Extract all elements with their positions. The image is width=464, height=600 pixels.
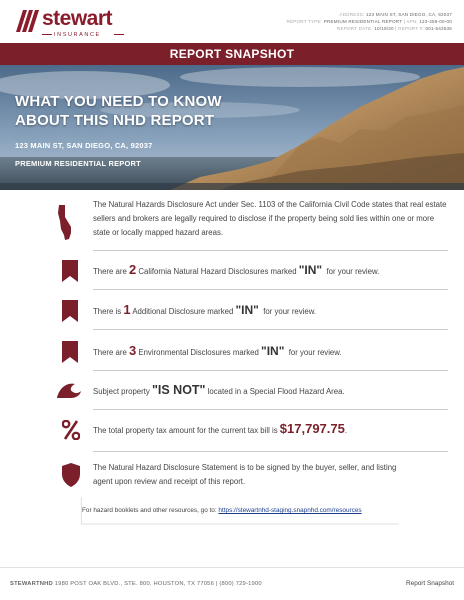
report-meta — [286, 11, 452, 32]
report-snapshot-banner: REPORT SNAPSHOT — [0, 43, 464, 65]
divider — [93, 370, 448, 371]
environmental-count: 3 — [128, 343, 137, 358]
resources-bracket — [70, 497, 410, 525]
footer-divider — [0, 567, 464, 568]
environmental-disclosures-text: There are 3 Environmental Disclosures marked "IN" for your review. — [93, 343, 342, 358]
shield-icon — [62, 463, 80, 487]
bookmark-icon — [62, 300, 78, 322]
california-icon — [58, 205, 72, 241]
flood-zone-text: Subject property "IS NOT" located in a Special Flood Hazard Area. — [93, 383, 345, 397]
meta-address: ADDRESS: 123 MAIN ST, SAN DIEGO, CA, 92037 — [339, 12, 452, 17]
environmental-marker: "IN" — [261, 344, 285, 358]
divider — [93, 409, 448, 410]
ca-disclosures-marker: "IN" — [298, 263, 323, 277]
divider — [93, 329, 448, 330]
additional-count: 1 — [123, 302, 131, 317]
bookmark-icon — [62, 341, 78, 363]
stewart-logo-mark-icon — [14, 8, 42, 34]
logo-subtitle: INSURANCE — [54, 32, 101, 38]
wave-icon — [57, 382, 81, 398]
page-header — [0, 0, 464, 42]
additional-disclosure-text: There is 1 Additional Disclosure marked "IN" for your review. — [93, 302, 317, 317]
stewart-logo — [14, 8, 124, 38]
intro-text: The Natural Hazards Disclosure Act under Sec. 1103 of the California Civil Code states that real estate sellers and brokers are legally required to disclose if the property being sold lies within one or more state or locally mapped hazard areas. — [93, 200, 447, 237]
property-tax-text: The total property tax amount for the current tax bill is $17,797.75. — [93, 421, 348, 436]
property-tax-amount: $17,797.75 — [279, 421, 345, 436]
divider — [93, 289, 448, 290]
hero-report-type: PREMIUM RESIDENTIAL REPORT — [15, 159, 141, 168]
meta-report-date: REPORT DATE: 10/19/20 | REPORT #: 001-542636 — [336, 26, 452, 31]
footer-label: Report Snapshot — [406, 580, 454, 587]
logo-wordmark: stewart — [42, 7, 113, 30]
flood-zone-marker: "IS NOT" — [151, 383, 206, 397]
signature-text: The Natural Hazard Disclosure Statement is to be signed by the buyer, seller, and listing agent upon review and receipt of this report. — [93, 463, 397, 486]
resources-link[interactable]: https://stewartnhd-staging.snapnhd.com/resources — [218, 507, 362, 514]
resources-note: For hazard booklets and other resources, go to: https://stewartnhd-staging.snapnhd.com/resources — [82, 507, 362, 514]
ca-disclosures-count: 2 — [128, 262, 137, 277]
divider — [93, 250, 448, 251]
hero-address: 123 MAIN ST, SAN DIEGO, CA, 92037 — [15, 141, 153, 150]
bookmark-icon — [62, 260, 78, 282]
divider — [93, 451, 448, 452]
hero-image — [0, 65, 464, 190]
hero-title: WHAT YOU NEED TO KNOW ABOUT THIS NHD REPORT — [15, 93, 222, 129]
footer-company-info: STEWARTNHD 1980 POST OAK BLVD., STE. 800, HOUSTON, TX 77056 | (800) 729-1900 — [10, 581, 262, 587]
meta-report-type: REPORT TYPE: PREMIUM RESIDENTIAL REPORT | APN: 123-456-00-00 — [286, 19, 452, 24]
percent-icon — [62, 420, 80, 440]
additional-marker: "IN" — [235, 303, 259, 317]
ca-disclosures-text: There are 2 California Natural Hazard Disclosures marked "IN" for your review. — [93, 262, 380, 277]
